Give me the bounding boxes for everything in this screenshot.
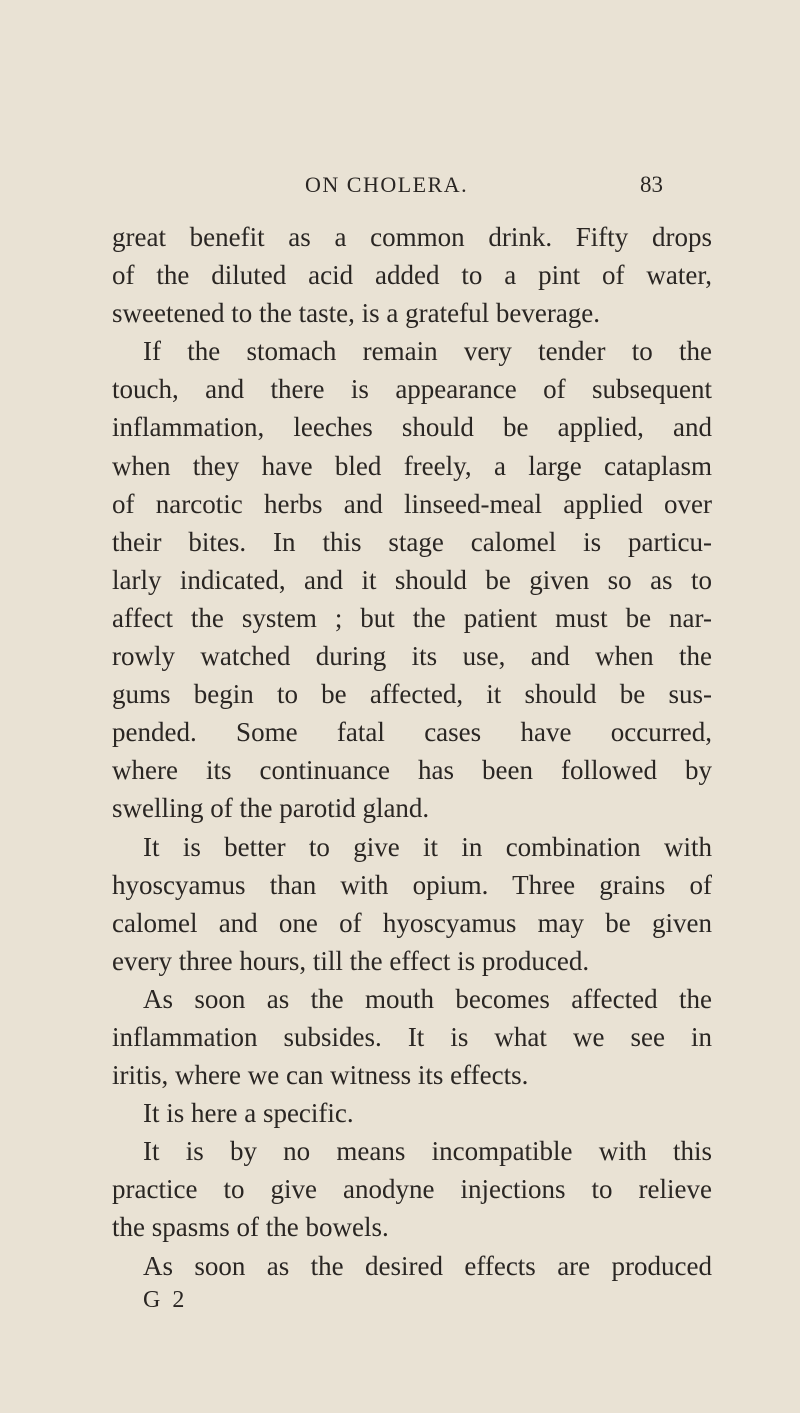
page-number: 83 (640, 172, 663, 197)
text-line: If the stomach remain very tender to the (143, 336, 712, 367)
text-line: iritis, where we can witness its effects. (112, 1060, 529, 1091)
text-line: great benefit as a common drink. Fifty drops (112, 222, 712, 252)
text-line: of the diluted acid added to a pint of water, (112, 260, 712, 291)
text-line: gums begin to be affected, it should be sus- (112, 679, 712, 710)
text-line: affect the system ; but the patient must be nar- (112, 602, 712, 633)
text-line: their bites. In this stage calomel is particu- (112, 526, 712, 557)
text-line: larly indicated, and it should be given so as to (112, 564, 712, 595)
text-line: sweetened to the taste, is a grateful beverage. (112, 298, 601, 329)
text-line: rowly watched during its use, and when the (112, 641, 712, 672)
text-line: swelling of the parotid gland. (112, 793, 430, 824)
text-line: pended. Some fatal cases have occurred, (112, 717, 712, 748)
text-line: calomel and one of hyoscyamus may be given (112, 907, 712, 938)
text-line: It is here a specific. (143, 1098, 354, 1129)
running-head (0, 172, 800, 202)
text-line: inflammation subsides. It is what we see in (112, 1021, 712, 1052)
text-line: when they have bled freely, a large cataplasm (112, 450, 712, 481)
body-text (112, 218, 712, 1285)
text-line: touch, and there is appearance of subsequent (112, 374, 712, 405)
text-line: As soon as the mouth becomes affected the (143, 983, 712, 1014)
text-line: the spasms of the bowels. (112, 1212, 389, 1243)
running-title: ON CHOLERA. (305, 172, 469, 197)
text-line: hyoscyamus than with opium. Three grains of (112, 869, 712, 900)
text-line: where its continuance has been followed by (112, 755, 712, 786)
text-line: It is better to give it in combination with (143, 831, 712, 862)
text-line: It is by no means incompatible with this (143, 1136, 712, 1167)
text-line: of narcotic herbs and linseed-meal applied over (112, 488, 712, 519)
text-line: As soon as the desired effects are produced (143, 1250, 712, 1281)
text-line: every three hours, till the effect is produced. (112, 945, 590, 976)
signature-mark: G 2 (143, 1287, 188, 1313)
text-line: practice to give anodyne injections to relieve (112, 1174, 712, 1205)
text-line: inflammation, leeches should be applied, and (112, 412, 712, 443)
